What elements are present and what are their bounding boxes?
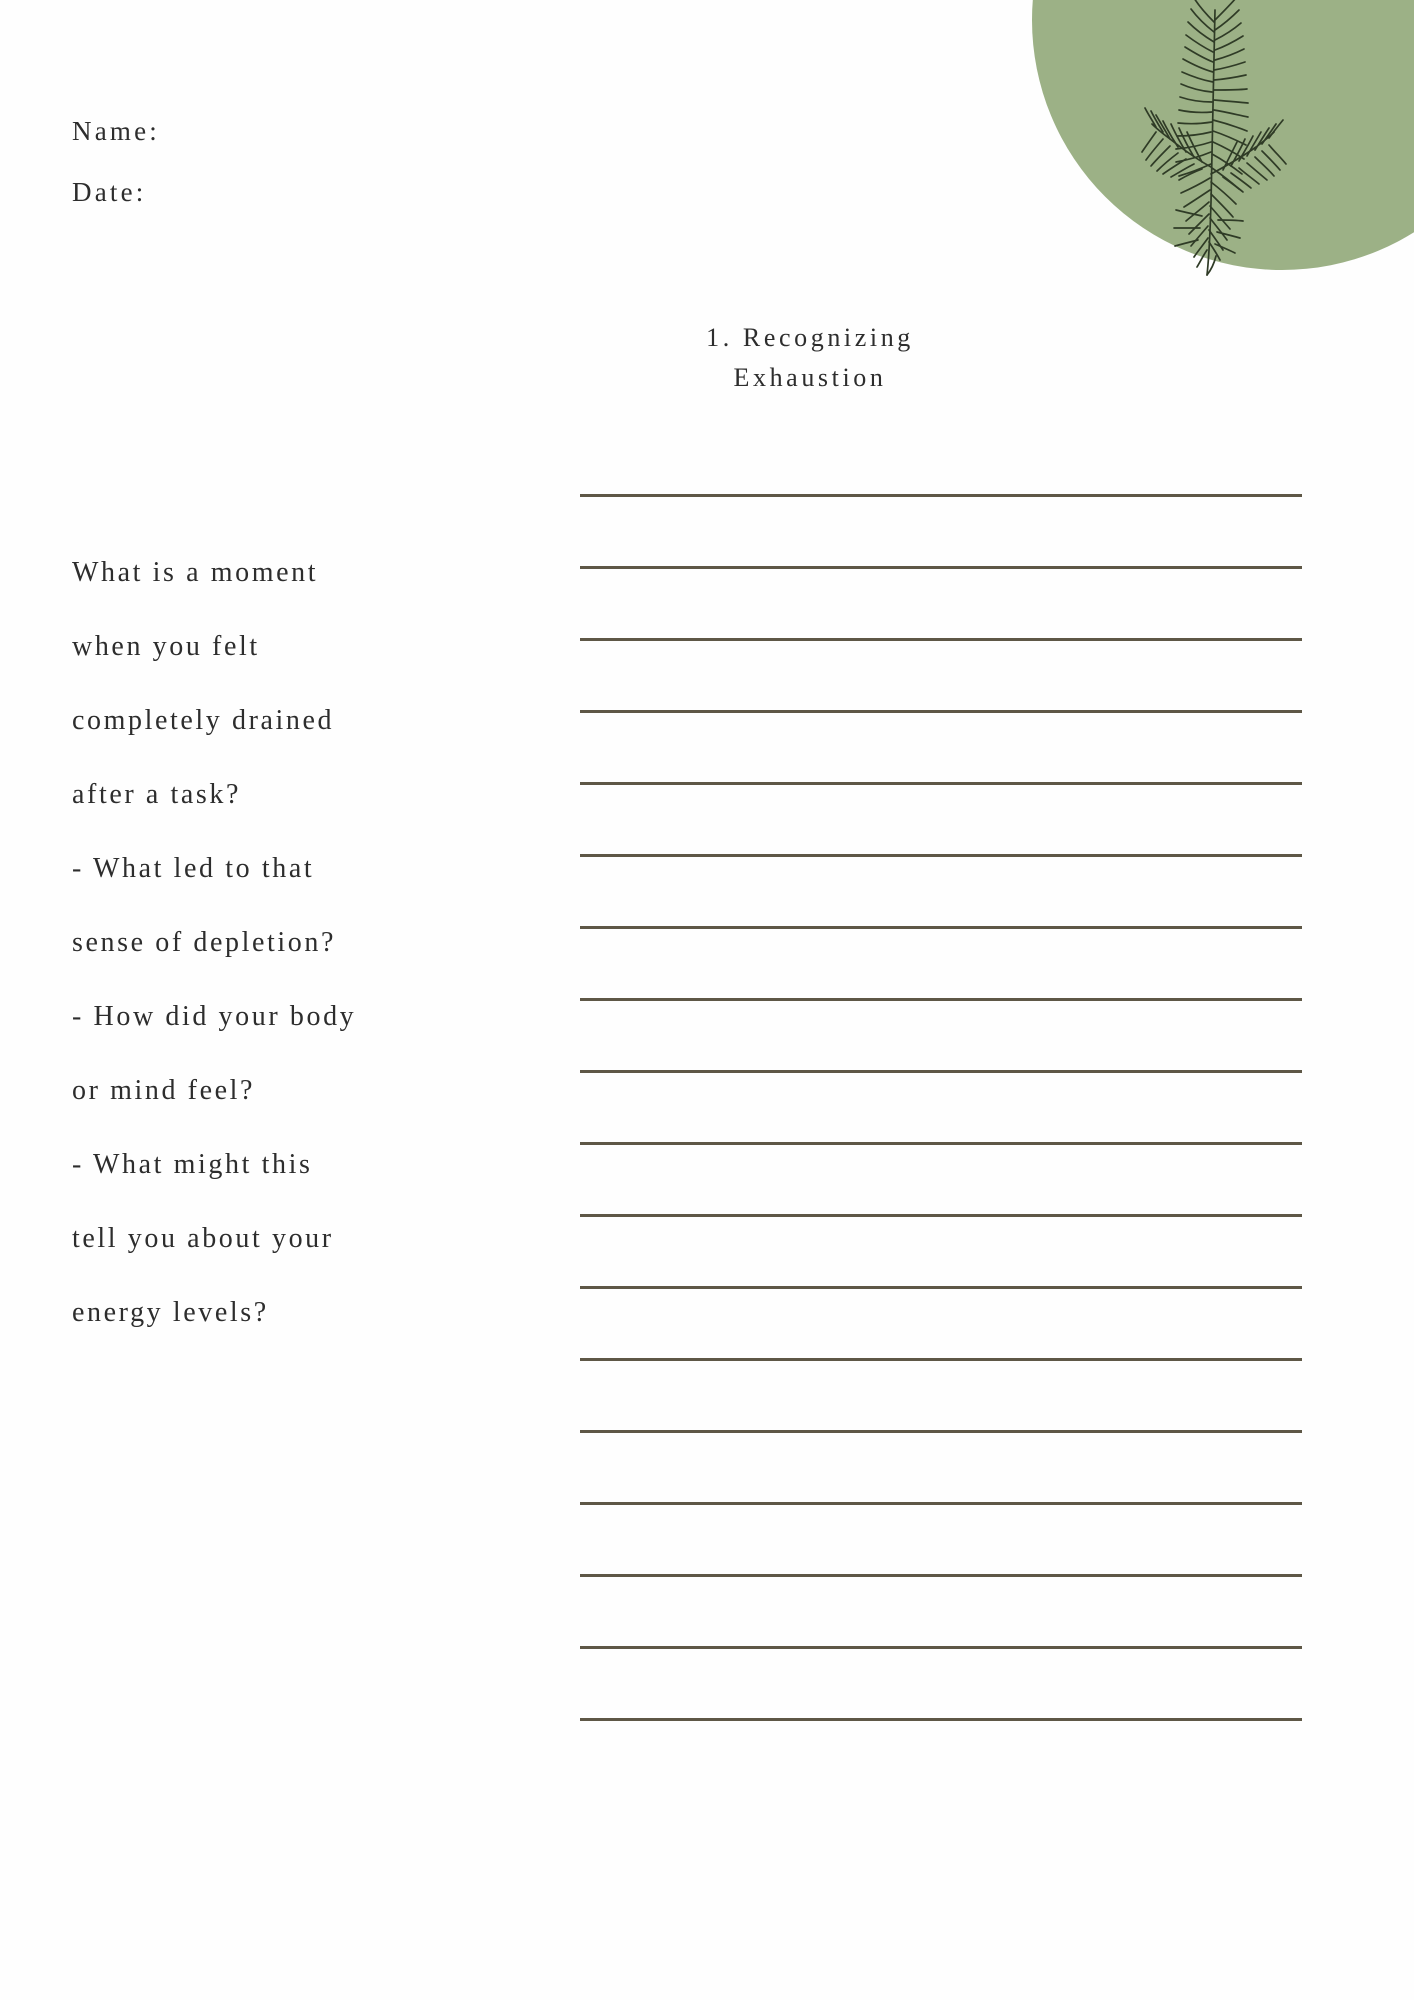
sage-green-circle xyxy=(1032,0,1414,270)
prompt-line: What is a moment xyxy=(72,557,319,588)
page-title-line-1: 1. Recognizing xyxy=(706,323,914,352)
answer-rule-line[interactable] xyxy=(580,566,1302,638)
answer-rule-line[interactable] xyxy=(580,998,1302,1070)
prompt-line: - What led to that xyxy=(72,853,315,884)
answer-rule-line[interactable] xyxy=(580,1358,1302,1430)
page-title-line-2: Exhaustion xyxy=(733,363,887,393)
answer-rule-line[interactable] xyxy=(580,782,1302,854)
answer-rule-line[interactable] xyxy=(580,926,1302,998)
answer-rule-line[interactable] xyxy=(580,1718,1302,1790)
answer-rule-line[interactable] xyxy=(580,1286,1302,1358)
prompt-line: after a task? xyxy=(72,779,242,810)
prompt-line: energy levels? xyxy=(72,1297,269,1328)
name-field-label[interactable]: Name: xyxy=(72,116,160,146)
date-field-label[interactable]: Date: xyxy=(72,177,147,207)
answer-rule-line[interactable] xyxy=(580,1214,1302,1286)
reflection-prompt xyxy=(72,536,542,1350)
prompt-line: sense of depletion? xyxy=(72,927,336,958)
prompt-line: completely drained xyxy=(72,705,335,736)
answer-rule-line[interactable] xyxy=(580,638,1302,710)
answer-rule-line[interactable] xyxy=(580,1574,1302,1646)
corner-decoration xyxy=(1032,0,1414,270)
prompt-line: or mind feel? xyxy=(72,1075,256,1106)
answer-writing-area xyxy=(580,494,1302,1790)
prompt-line: - What might this xyxy=(72,1149,313,1180)
page-title xyxy=(560,318,1060,399)
answer-rule-line[interactable] xyxy=(580,1646,1302,1718)
answer-rule-line[interactable] xyxy=(580,1430,1302,1502)
prompt-line: when you felt xyxy=(72,631,260,662)
answer-rule-line[interactable] xyxy=(580,494,1302,566)
answer-rule-line[interactable] xyxy=(580,854,1302,926)
prompt-line: - How did your body xyxy=(72,1001,357,1032)
pine-branch-illustration xyxy=(1110,0,1320,282)
answer-rule-line[interactable] xyxy=(580,1070,1302,1142)
answer-rule-line[interactable] xyxy=(580,710,1302,782)
student-info-fields xyxy=(72,118,592,240)
answer-rule-line[interactable] xyxy=(580,1142,1302,1214)
prompt-line: tell you about your xyxy=(72,1223,334,1254)
answer-rule-line[interactable] xyxy=(580,1502,1302,1574)
